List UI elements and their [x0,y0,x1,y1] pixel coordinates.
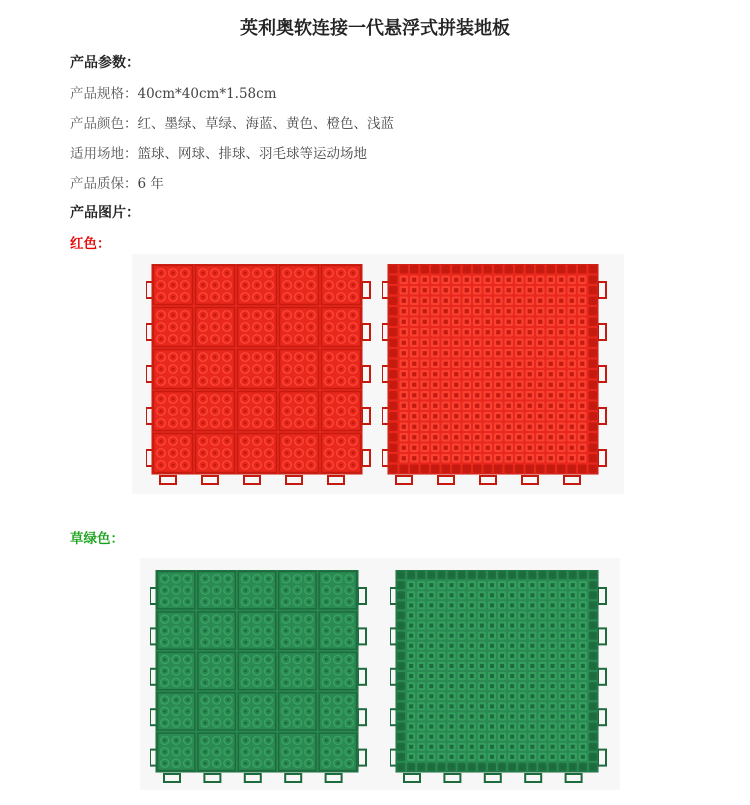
tile-image-red-top [146,264,372,486]
spec-label: 产品颜色： [70,116,138,132]
tile-image-red-bottom [382,264,608,486]
spec-label: 产品质保： [70,176,138,192]
product-photo-green [140,558,620,790]
spec-line-venues [70,142,367,162]
spec-value: 6 年 [137,176,164,192]
params-heading: 产品参数： [70,55,140,71]
spec-label: 适用场地： [70,146,138,162]
spec-line-warranty [70,172,164,192]
section-label-red: 红色： [70,236,111,252]
tile-image-green-top [150,570,368,784]
section-label-grass-green: 草绿色： [70,531,124,547]
spec-line-size [70,82,277,102]
document-title: 英利奥软连接一代悬浮式拼装地板 [240,18,510,39]
images-heading: 产品图片： [70,205,140,221]
product-photo-red [132,254,624,494]
spec-value: 篮球、网球、排球、羽毛球等运动场地 [137,146,367,162]
spec-value: 40cm*40cm*1.58cm [137,86,277,102]
spec-value: 红、墨绿、草绿、海蓝、黄色、橙色、浅蓝 [137,116,394,132]
spec-line-colors [70,112,394,132]
tile-image-green-bottom [390,570,608,784]
spec-label: 产品规格： [70,86,138,102]
